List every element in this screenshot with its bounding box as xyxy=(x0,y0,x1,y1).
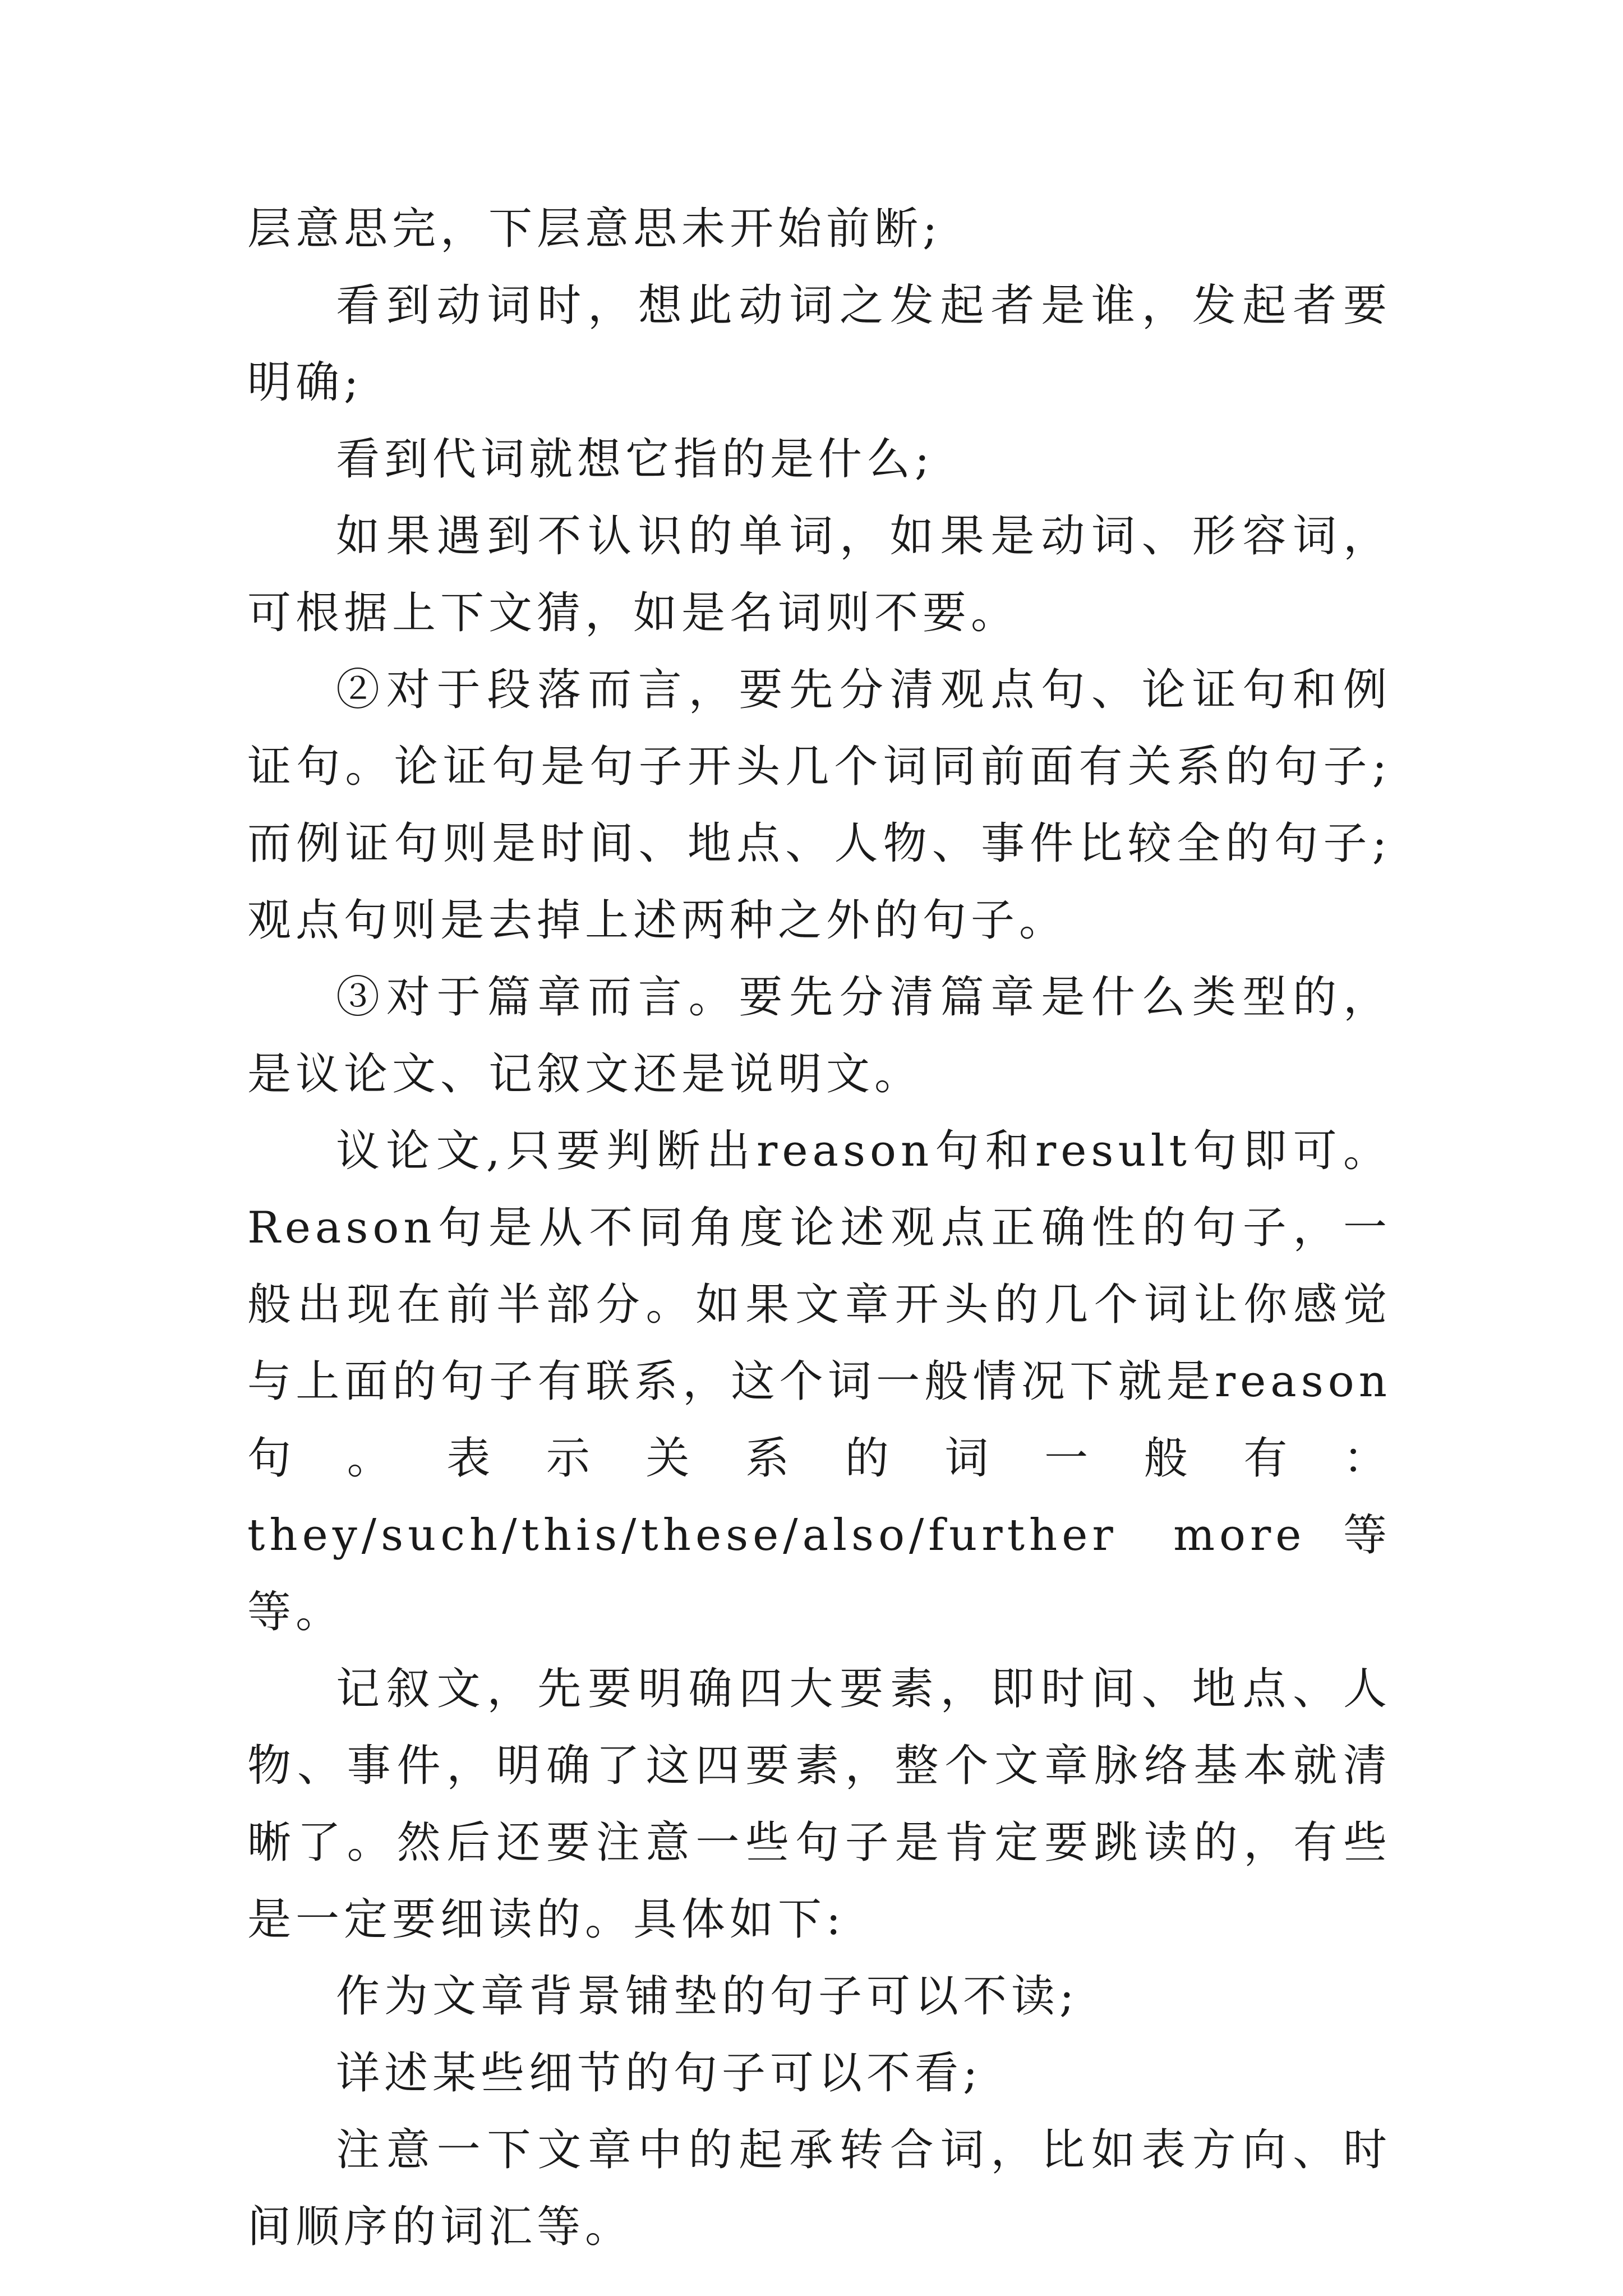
paragraph-argumentative: 议论文,只要判断出reason句和result句即可。Reason句是从不同角度论述观点正确性的句子，一般出现在前半部分。如果文章开头的几个词让你感觉与上面的句子有联系，这个词一般情况下就是reason句。表示关系的词一般有：they/such/this/these/also/further more等等。 xyxy=(247,1126,1391,1637)
paragraph-section-3: ③对于篇章而言。要先分清篇章是什么类型的，是议论文、记叙文还是说明文。 xyxy=(247,972,1391,1099)
paragraph-transition-words: 注意一下文章中的起承转合词，比如表方向、时间顺序的词汇等。 xyxy=(247,2125,1391,2252)
paragraph-background: 作为文章背景铺垫的句子可以不读; xyxy=(336,1971,1079,2022)
paragraph-section-2: ②对于段落而言，要先分清观点句、论证句和例证句。论证句是句子开头几个词同前面有关系的句子;而例证句则是时间、地点、人物、事件比较全的句子;观点句则是去掉上述两种之外的句子。 xyxy=(247,665,1391,946)
paragraph-narrative: 记叙文，先要明确四大要素，即时间、地点、人物、事件，明确了这四要素，整个文章脉络基本就清晰了。然后还要注意一些句子是肯定要跳读的，有些是一定要细读的。具体如下: xyxy=(247,1664,1391,1945)
paragraph-details: 详述某些细节的句子可以不看; xyxy=(336,2048,983,2099)
document-body xyxy=(247,191,1391,2266)
paragraph-verb-subject: 看到动词时，想此动词之发起者是谁，发起者要明确; xyxy=(247,280,1391,408)
paragraph-continuation: 层意思完，下层意思未开始前断; xyxy=(247,204,942,254)
paragraph-pronoun: 看到代词就想它指的是什么; xyxy=(336,434,934,485)
paragraph-unknown-words: 如果遇到不认识的单词，如果是动词、形容词，可根据上下文猜，如是名词则不要。 xyxy=(247,511,1391,638)
